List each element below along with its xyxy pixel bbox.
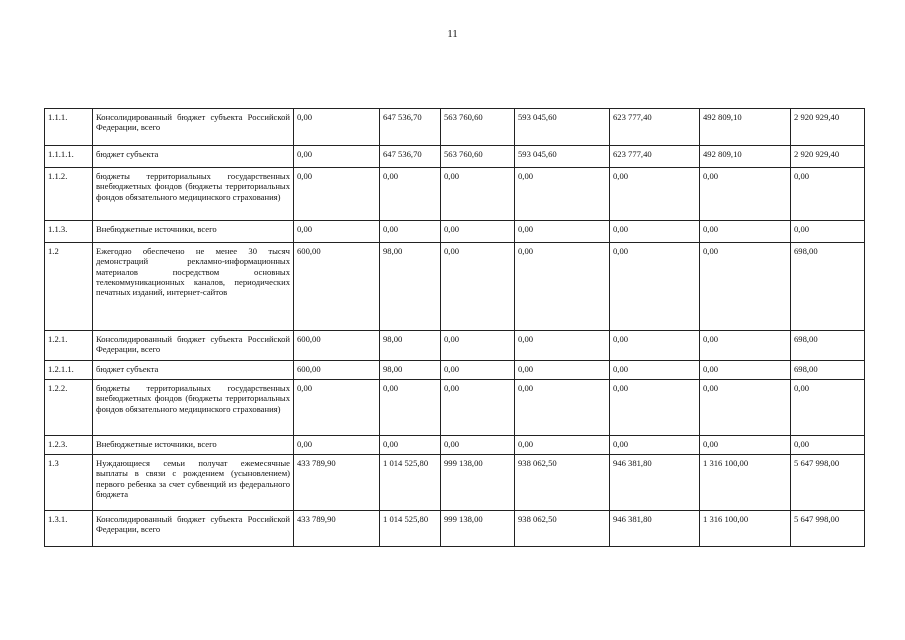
value-cell: 0,00 (610, 361, 700, 380)
value-cell: 0,00 (700, 168, 791, 221)
value-cell: 0,00 (515, 436, 610, 455)
value-cell: 0,00 (441, 168, 515, 221)
table-row (45, 361, 865, 380)
value-cell: 2 920 929,40 (791, 109, 865, 146)
row-description: Внебюджетные источники, всего (93, 436, 294, 455)
row-code: 1.1.1. (45, 109, 93, 146)
value-cell: 0,00 (791, 436, 865, 455)
value-cell: 0,00 (294, 436, 380, 455)
value-cell: 0,00 (294, 146, 380, 168)
value-cell: 0,00 (380, 221, 441, 243)
page-number: 11 (447, 28, 458, 40)
value-cell: 593 045,60 (515, 109, 610, 146)
table-row (45, 168, 865, 221)
value-cell: 0,00 (700, 331, 791, 361)
value-cell: 0,00 (791, 221, 865, 243)
value-cell: 563 760,60 (441, 109, 515, 146)
value-cell: 600,00 (294, 331, 380, 361)
value-cell: 0,00 (441, 380, 515, 436)
value-cell: 938 062,50 (515, 455, 610, 511)
row-code: 1.3.1. (45, 511, 93, 547)
value-cell: 1 316 100,00 (700, 455, 791, 511)
value-cell: 492 809,10 (700, 146, 791, 168)
value-cell: 0,00 (380, 436, 441, 455)
value-cell: 0,00 (610, 243, 700, 331)
value-cell: 0,00 (294, 380, 380, 436)
row-code: 1.2.1. (45, 331, 93, 361)
value-cell: 98,00 (380, 243, 441, 331)
value-cell: 0,00 (441, 436, 515, 455)
value-cell: 0,00 (515, 380, 610, 436)
row-description: бюджет субъекта (93, 146, 294, 168)
value-cell: 0,00 (294, 109, 380, 146)
table-row (45, 436, 865, 455)
row-code: 1.2.2. (45, 380, 93, 436)
value-cell: 433 789,90 (294, 511, 380, 547)
value-cell: 0,00 (515, 361, 610, 380)
value-cell: 0,00 (441, 361, 515, 380)
value-cell: 1 014 525,80 (380, 455, 441, 511)
value-cell: 623 777,40 (610, 109, 700, 146)
value-cell: 698,00 (791, 243, 865, 331)
row-description: бюджеты территориальных государственных внебюджетных фондов (бюджеты территориальных фондов обязательного медицинского страхования) (93, 380, 294, 436)
table-row (45, 243, 865, 331)
value-cell: 492 809,10 (700, 109, 791, 146)
value-cell: 563 760,60 (441, 146, 515, 168)
value-cell: 0,00 (515, 221, 610, 243)
row-description: бюджет субъекта (93, 361, 294, 380)
value-cell: 98,00 (380, 361, 441, 380)
value-cell: 0,00 (610, 168, 700, 221)
value-cell: 600,00 (294, 243, 380, 331)
value-cell: 2 920 929,40 (791, 146, 865, 168)
value-cell: 938 062,50 (515, 511, 610, 547)
value-cell: 0,00 (294, 168, 380, 221)
value-cell: 0,00 (294, 221, 380, 243)
table-body (45, 109, 865, 547)
row-description: Консолидированный бюджет субъекта Российской Федерации, всего (93, 109, 294, 146)
value-cell: 0,00 (610, 436, 700, 455)
value-cell: 1 014 525,80 (380, 511, 441, 547)
row-code: 1.1.1.1. (45, 146, 93, 168)
row-description: Консолидированный бюджет субъекта Российской Федерации, всего (93, 331, 294, 361)
value-cell: 0,00 (610, 331, 700, 361)
row-description: Внебюджетные источники, всего (93, 221, 294, 243)
table-row (45, 221, 865, 243)
row-description: Нуждающиеся семьи получат ежемесячные выплаты в связи с рождением (усыновлением) первого ребенка за счет субвенций из федерального бюджета (93, 455, 294, 511)
value-cell: 647 536,70 (380, 146, 441, 168)
row-code: 1.1.3. (45, 221, 93, 243)
table-row (45, 380, 865, 436)
value-cell: 698,00 (791, 331, 865, 361)
value-cell: 433 789,90 (294, 455, 380, 511)
value-cell: 600,00 (294, 361, 380, 380)
table-row (45, 455, 865, 511)
value-cell: 0,00 (380, 380, 441, 436)
table-row (45, 331, 865, 361)
value-cell: 5 647 998,00 (791, 511, 865, 547)
budget-table (44, 108, 865, 547)
value-cell: 946 381,80 (610, 455, 700, 511)
value-cell: 698,00 (791, 361, 865, 380)
value-cell: 0,00 (515, 243, 610, 331)
value-cell: 593 045,60 (515, 146, 610, 168)
value-cell: 0,00 (791, 168, 865, 221)
value-cell: 0,00 (610, 380, 700, 436)
value-cell: 999 138,00 (441, 511, 515, 547)
row-code: 1.3 (45, 455, 93, 511)
table-row (45, 146, 865, 168)
value-cell: 647 536,70 (380, 109, 441, 146)
value-cell: 0,00 (700, 436, 791, 455)
value-cell: 0,00 (441, 221, 515, 243)
value-cell: 946 381,80 (610, 511, 700, 547)
value-cell: 0,00 (700, 243, 791, 331)
table-row (45, 109, 865, 146)
value-cell: 0,00 (700, 361, 791, 380)
value-cell: 0,00 (515, 331, 610, 361)
value-cell: 1 316 100,00 (700, 511, 791, 547)
value-cell: 0,00 (610, 221, 700, 243)
value-cell: 0,00 (441, 331, 515, 361)
value-cell: 999 138,00 (441, 455, 515, 511)
value-cell: 0,00 (515, 168, 610, 221)
row-description: Ежегодно обеспечено не менее 30 тысяч демонстраций рекламно-информационных материалов посредством основных телекоммуникационных каналов, периодических печатных изданий, интернет-сайтов (93, 243, 294, 331)
value-cell: 0,00 (441, 243, 515, 331)
table-row (45, 511, 865, 547)
value-cell: 0,00 (700, 380, 791, 436)
row-code: 1.2.3. (45, 436, 93, 455)
value-cell: 0,00 (700, 221, 791, 243)
row-code: 1.2 (45, 243, 93, 331)
value-cell: 98,00 (380, 331, 441, 361)
row-description: бюджеты территориальных государственных внебюджетных фондов (бюджеты территориальных фондов обязательного медицинского страхования) (93, 168, 294, 221)
row-code: 1.1.2. (45, 168, 93, 221)
value-cell: 5 647 998,00 (791, 455, 865, 511)
value-cell: 0,00 (791, 380, 865, 436)
value-cell: 623 777,40 (610, 146, 700, 168)
row-description: Консолидированный бюджет субъекта Российской Федерации, всего (93, 511, 294, 547)
row-code: 1.2.1.1. (45, 361, 93, 380)
value-cell: 0,00 (380, 168, 441, 221)
